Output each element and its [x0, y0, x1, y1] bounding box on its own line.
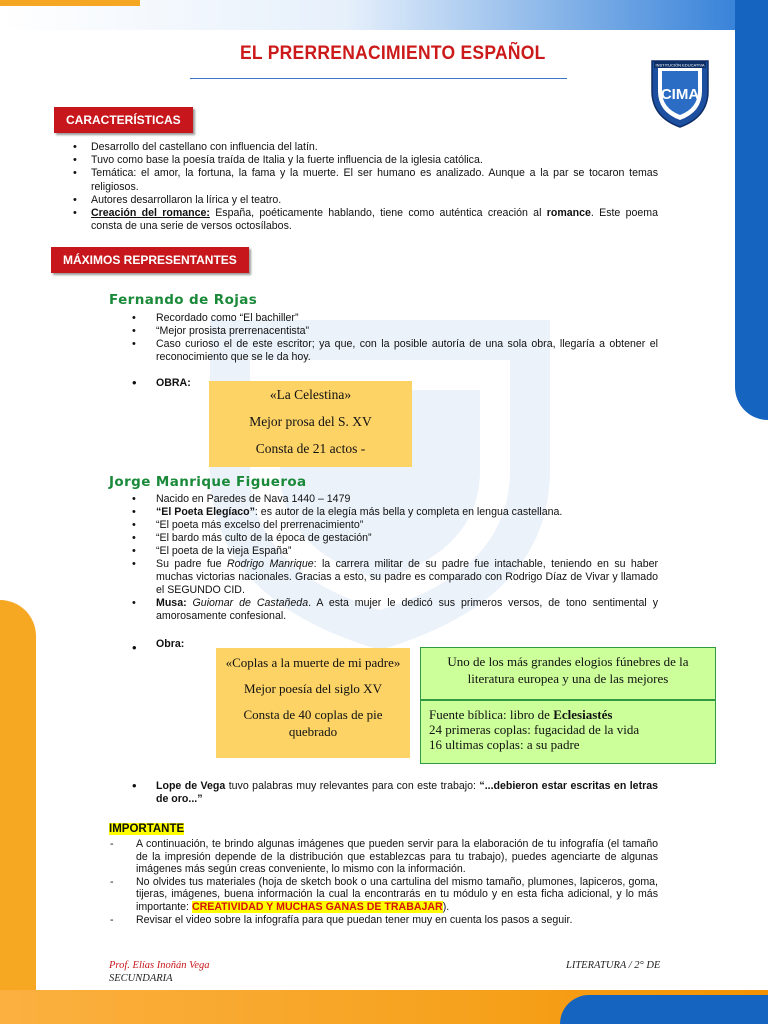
- box-line: Consta de 21 actos -: [255, 441, 366, 456]
- item-text: : es autor de la elegía más bella y completa en lengua castellana.: [254, 506, 563, 518]
- fuente-text: Fuente bíblica: libro de: [429, 707, 554, 722]
- fuente-box: [420, 700, 716, 764]
- right-blue-decor: [735, 0, 768, 420]
- footer-prof: Prof. Elías Inoñán Vega: [109, 960, 210, 971]
- list-item: • “Mejor prosista prerrenacentista”: [132, 325, 658, 338]
- logo-text: CIMA: [660, 86, 700, 103]
- fuente-bold: Eclesiastés: [553, 707, 613, 722]
- list-item: • “El bardo más culto de la época de gestación”: [132, 532, 658, 545]
- title-underline: [190, 78, 567, 79]
- lope-quote: “...debieron estar escritas en letras de oro...”: [156, 780, 658, 805]
- bottom-blue-decor: [560, 995, 768, 1024]
- item-text: No olvides tus materiales (hoja de sketch book o una cartulina del mismo tamaño, plumones, lapiceros, goma, tijeras, imágenes, buena información la cual la encontrarás en tu módulo y en esta ficha adicional, y lo más importante:: [136, 875, 658, 913]
- rojas-list: [132, 312, 658, 364]
- bullet-icon: •: [132, 778, 137, 793]
- footer-level: SECUNDARIA: [109, 973, 173, 984]
- bullet-icon: •: [132, 640, 137, 655]
- manrique-list: [132, 493, 658, 623]
- obra-label-manrique: Obra:: [156, 638, 185, 650]
- list-item: • Nacido en Paredes de Nava 1440 – 1479: [132, 493, 658, 506]
- lope-note: [156, 780, 658, 806]
- list-item: • Tuvo como base la poesía traída de Italia y la fuerte influencia de la iglesia católica.: [73, 154, 658, 167]
- fuente-line: 16 ultimas coplas: a su padre: [429, 737, 580, 752]
- school-logo: [650, 57, 710, 129]
- box-line: Mejor poesía del siglo XV: [244, 681, 382, 696]
- list-item: • Desarrollo del castellano con influencia del latín.: [73, 141, 658, 154]
- list-item-romance: [73, 207, 658, 233]
- romance-term: Creación del romance:: [91, 207, 210, 220]
- list-item: • Temática: el amor, la fortuna, la fama y la muerte. El ser humano es analizado. Aunque a la par se tocaron temas religiosos.: [73, 167, 658, 193]
- box-line: Consta de 40 coplas de pie quebrado: [243, 707, 383, 739]
- fuente-line: 24 primeras coplas: fugacidad de la vida: [429, 722, 640, 737]
- item-text: : la carrera militar de su padre fue intachable, teniendo en su haber muchas victorias nacionales. Gracias a esto, su padre es comparado con Rodrigo Díaz de Vivar y llamado el SEGUNDO CID.: [156, 558, 659, 596]
- obra-label-rojas: OBRA:: [156, 377, 191, 389]
- footer-subject: LITERATURA / 2° DE: [566, 960, 661, 971]
- list-item: - A continuación, te brindo algunas imágenes que pueden servir para la elaboración de tu infografía (el tamaño de la impresión depende de la distribución que establezcas para tu trabajo), puedes agenciarte de algunas imágenes más según creas conveniente, lo mismo con la información.: [110, 838, 658, 876]
- highlight-text: CREATIVIDAD Y MUCHAS GANAS DE TRABAJAR: [191, 900, 443, 913]
- importante-label: [109, 823, 184, 835]
- item-italic: Guiomar de Castañeda: [186, 597, 309, 609]
- author-name-rojas: Fernando de Rojas: [109, 292, 258, 308]
- box-line: Mejor prosa del S. XV: [249, 414, 372, 429]
- page-title: EL PRERRENACIMIENTO ESPAÑOL: [240, 43, 546, 64]
- fuente-line: [429, 707, 707, 722]
- item-text: . A esta mujer le dedicó sus primeros versos, de tono sentimental y amorosamente confesional.: [156, 597, 658, 622]
- item-bold: “El Poeta Elegíaco”: [156, 506, 255, 518]
- elogio-box: [420, 647, 716, 700]
- romance-bold: romance: [546, 207, 591, 220]
- item-bold: Musa:: [156, 597, 187, 609]
- list-item: • Recordado como “El bachiller”: [132, 312, 658, 325]
- coplas-box: [216, 648, 410, 758]
- importante-list: [110, 838, 658, 926]
- list-item: [132, 558, 658, 597]
- list-item: - Revisar el video sobre la infografía para que puedan tener muy en cuenta los pasos a seguir.: [110, 914, 658, 927]
- celestina-box: [209, 381, 412, 467]
- representantes-label: MÁXIMOS REPRESENTANTES: [51, 247, 249, 273]
- lope-text: tuvo palabras muy relevantes para con este trabajo:: [225, 780, 480, 792]
- bullet-icon: •: [132, 375, 137, 390]
- list-item: • Autores desarrollaron la lírica y el teatro.: [73, 194, 658, 207]
- item-text: Su padre fue: [156, 558, 227, 570]
- list-item: • “El poeta de la vieja España”: [132, 545, 658, 558]
- list-item: • “El poeta más excelso del prerrenacimiento”: [132, 519, 658, 532]
- importante-text: IMPORTANTE: [109, 823, 185, 835]
- list-item: [132, 506, 658, 519]
- box-line: «Coplas a la muerte de mi padre»: [225, 655, 401, 670]
- elogio-text: Uno de los más grandes elogios fúnebres de la literatura europea y una de las mejores: [447, 654, 689, 686]
- author-name-manrique: Jorge Manrique Figueroa: [109, 474, 307, 490]
- left-orange-decor: [0, 600, 36, 1024]
- item-italic: Rodrigo Manrique: [226, 558, 314, 570]
- list-item: [132, 597, 658, 623]
- top-orange-accent: [0, 0, 140, 6]
- caracteristicas-list: [73, 141, 658, 233]
- item-text: ).: [442, 900, 450, 913]
- box-line: «La Celestina»: [269, 387, 352, 402]
- lope-name: Lope de Vega: [156, 780, 226, 792]
- romance-text-b: . Este poema consta de una serie de versos octosílabos.: [91, 207, 659, 233]
- logo-band-text: INSTITUCIÓN EDUCATIVA: [655, 62, 705, 68]
- list-item: • Caso curioso el de este escritor; ya que, con la posible autoría de una sola obra, llegaría a obtener el reconocimiento que se le da hoy.: [132, 338, 658, 364]
- caracteristicas-label: CARACTERÍSTICAS: [54, 107, 193, 133]
- romance-text-a: España, poéticamente hablando, tiene como auténtica creación al: [209, 207, 547, 220]
- list-item: [110, 876, 658, 914]
